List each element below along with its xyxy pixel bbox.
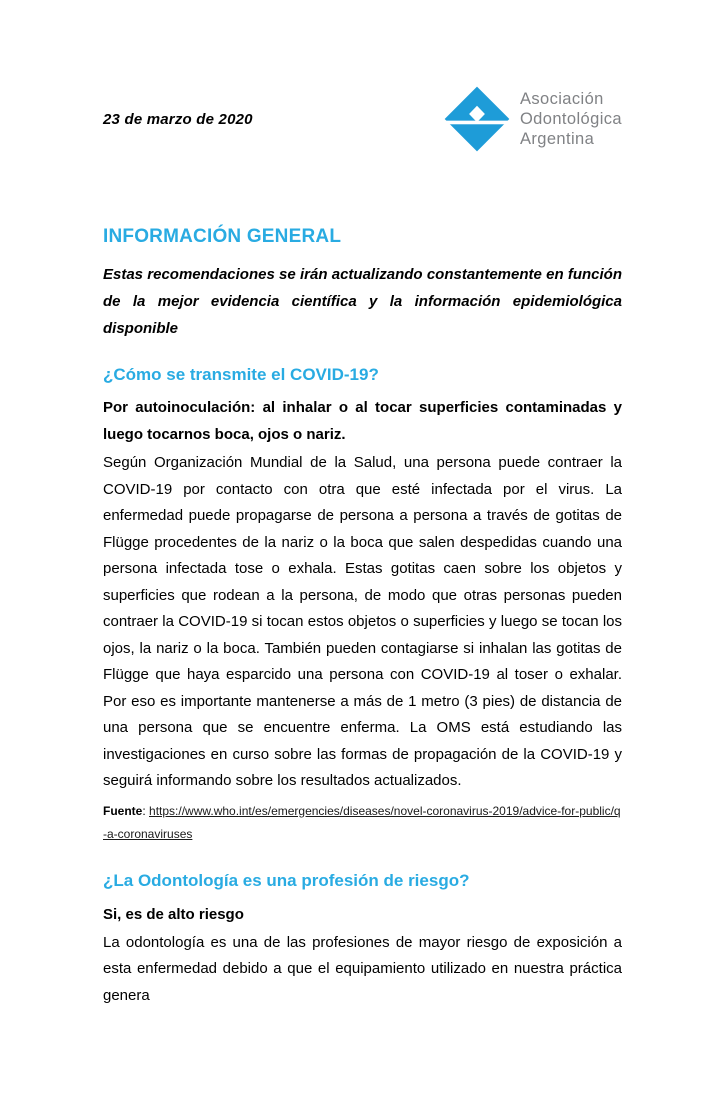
document-page (0, 84, 725, 1108)
section-body-riesgo: La odontología es una de las profesiones de mayor riesgo de exposición a esta enfermedad debido a que el equipamiento utilizado en nuestra práctica genera (103, 933, 622, 1004)
page-header (103, 84, 622, 154)
aoa-logo-line1: Asociación (519, 90, 604, 108)
section-heading-transmision: ¿Cómo se transmite el COVID-19? (103, 365, 379, 384)
aoa-diamond-icon (444, 84, 510, 154)
source-separator: : (142, 803, 150, 818)
aoa-logo (444, 84, 622, 154)
source-label: Fuente (103, 803, 143, 818)
page-title: INFORMACIÓN GENERAL (103, 226, 342, 247)
aoa-logo-line3: Argentina (519, 130, 595, 148)
section-lead-riesgo: Si, es de alto riesgo (103, 905, 244, 923)
section-body-transmision: Según Organización Mundial de la Salud, una persona puede contraer la COVID-19 por contacto con otra que esté infectada por el virus. La enfermedad puede propagarse de persona a persona a través de gotitas de Flügge procedentes de la nariz o la boca que salen despedidas cuando una persona infectada tose o exhala. Estas gotitas caen sobre los objetos y superficies que rodean a la persona, de modo que otras personas pueden contraer la COVID-19 si tocan estos objetos o superficies y luego se tocan los ojos, la nariz o la boca. También pueden contagiarse si inhalan las gotitas de Flügge que haya esparcido una persona con COVID-19 al toser o exhalar. Por eso es importante mantenerse a más de 1 metro (3 pies) de distancia de una persona que se encuentre enferma. La OMS está estudiando las investigaciones en curso sobre las formas de propagación de la COVID-19 y seguirá informando sobre los resultados actualizados. (103, 454, 622, 789)
intro-paragraph: Estas recomendaciones se irán actualizando constantemente en función de la mejor evidencia científica y la información epidemiológica disponible (103, 266, 622, 337)
source-line (103, 800, 622, 846)
document-date: 23 de marzo de 2020 (103, 110, 253, 128)
section-lead-transmision: Por autoinoculación: al inhalar o al tocar superficies contaminadas y luego tocarnos boca, ojos o nariz. (103, 399, 622, 443)
section-heading-riesgo: ¿La Odontología es una profesión de riesgo? (103, 870, 470, 890)
aoa-logo-line2: Odontológica (519, 110, 622, 128)
source-link[interactable]: https://www.who.int/es/emergencies/diseases/novel-coronavirus-2019/advice-for-public/q-a-coronaviruses (103, 803, 621, 841)
aoa-logo-text (520, 89, 622, 149)
